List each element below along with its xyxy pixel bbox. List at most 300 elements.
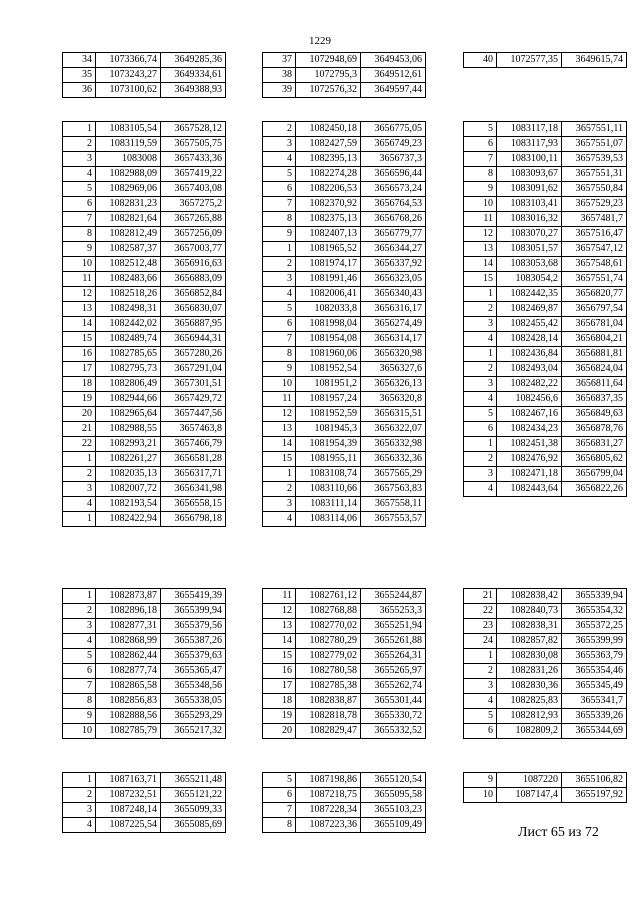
table-row [263, 679, 426, 694]
point-number-cell: 5 [63, 649, 96, 664]
x-coordinate-cell: 1082785,79 [96, 724, 161, 739]
x-coordinate-cell: 1082442,02 [96, 317, 161, 332]
x-coordinate-cell: 1082193,54 [96, 497, 161, 512]
y-coordinate-cell: 3655330,72 [361, 709, 426, 724]
point-number-cell: 21 [63, 422, 96, 437]
y-coordinate-cell: 3657551,07 [562, 137, 627, 152]
x-coordinate-cell: 1082877,31 [96, 619, 161, 634]
table-row [263, 803, 426, 818]
y-coordinate-cell: 3657551,31 [562, 167, 627, 182]
table-row [464, 287, 627, 302]
y-coordinate-cell: 3655121,22 [161, 788, 226, 803]
point-number-cell: 1 [63, 512, 96, 527]
point-number-cell: 23 [464, 619, 497, 634]
point-number-cell: 1 [63, 122, 96, 137]
table-row [464, 272, 627, 287]
table-row [63, 452, 226, 467]
y-coordinate-cell: 3657291,04 [161, 362, 226, 377]
y-coordinate-cell: 3656326,13 [361, 377, 426, 392]
point-number-cell: 3 [63, 482, 96, 497]
table-row [263, 137, 426, 152]
x-coordinate-cell: 1082768,88 [296, 604, 361, 619]
table-row [63, 362, 226, 377]
point-number-cell: 4 [63, 818, 96, 833]
point-number-cell: 40 [464, 53, 497, 68]
table-row [263, 512, 426, 527]
point-number-cell: 2 [263, 482, 296, 497]
point-number-cell: 16 [263, 664, 296, 679]
x-coordinate-cell: 1082482,22 [497, 377, 562, 392]
table-row [464, 197, 627, 212]
x-coordinate-cell: 1082274,28 [296, 167, 361, 182]
y-coordinate-cell: 3655103,23 [361, 803, 426, 818]
y-coordinate-cell: 3656764,53 [361, 197, 426, 212]
x-coordinate-cell: 1082856,83 [96, 694, 161, 709]
x-coordinate-cell: 1083091,62 [497, 182, 562, 197]
y-coordinate-cell: 3656781,04 [562, 317, 627, 332]
x-coordinate-cell: 1082467,16 [497, 407, 562, 422]
y-coordinate-cell: 3656798,18 [161, 512, 226, 527]
table-row [63, 589, 226, 604]
x-coordinate-cell: 1082821,64 [96, 212, 161, 227]
x-coordinate-cell: 1073243,27 [96, 68, 161, 83]
x-coordinate-cell: 1082838,31 [497, 619, 562, 634]
x-coordinate-cell: 1082375,13 [296, 212, 361, 227]
table-row [263, 694, 426, 709]
x-coordinate-cell: 1083103,41 [497, 197, 562, 212]
y-coordinate-cell: 3657003,77 [161, 242, 226, 257]
x-coordinate-cell: 1087147,4 [497, 788, 562, 803]
coordinate-table [62, 588, 226, 739]
x-coordinate-cell: 1072948,69 [296, 53, 361, 68]
y-coordinate-cell: 3655419,39 [161, 589, 226, 604]
y-coordinate-cell: 3655339,26 [562, 709, 627, 724]
y-coordinate-cell: 3655363,79 [562, 649, 627, 664]
point-number-cell: 4 [63, 634, 96, 649]
x-coordinate-cell: 1082840,73 [497, 604, 562, 619]
y-coordinate-cell: 3657466,79 [161, 437, 226, 452]
y-coordinate-cell: 3656852,84 [161, 287, 226, 302]
table-row [63, 272, 226, 287]
x-coordinate-cell: 1082206,53 [296, 182, 361, 197]
x-coordinate-cell: 1082428,14 [497, 332, 562, 347]
x-coordinate-cell: 1082587,37 [96, 242, 161, 257]
x-coordinate-cell: 1081955,11 [296, 452, 361, 467]
y-coordinate-cell: 3657529,23 [562, 197, 627, 212]
x-coordinate-cell: 1082831,26 [497, 664, 562, 679]
x-coordinate-cell: 1082969,06 [96, 182, 161, 197]
x-coordinate-cell: 1082006,41 [296, 287, 361, 302]
point-number-cell: 4 [464, 694, 497, 709]
point-number-cell: 3 [63, 619, 96, 634]
point-number-cell: 8 [263, 212, 296, 227]
y-coordinate-cell: 3657558,11 [361, 497, 426, 512]
point-number-cell: 7 [263, 197, 296, 212]
table-row [63, 664, 226, 679]
x-coordinate-cell: 1081991,46 [296, 272, 361, 287]
y-coordinate-cell: 3655253,3 [361, 604, 426, 619]
point-number-cell: 5 [464, 709, 497, 724]
table-row [263, 287, 426, 302]
y-coordinate-cell: 3656804,21 [562, 332, 627, 347]
point-number-cell: 1 [63, 589, 96, 604]
y-coordinate-cell: 3657563,83 [361, 482, 426, 497]
table-row [263, 392, 426, 407]
x-coordinate-cell: 1081945,3 [296, 422, 361, 437]
point-number-cell: 9 [63, 709, 96, 724]
y-coordinate-cell: 3656881,81 [562, 347, 627, 362]
point-number-cell: 13 [63, 302, 96, 317]
point-number-cell: 8 [464, 167, 497, 182]
x-coordinate-cell: 1083093,67 [497, 167, 562, 182]
point-number-cell: 15 [464, 272, 497, 287]
x-coordinate-cell: 1082035,13 [96, 467, 161, 482]
x-coordinate-cell: 1082456,6 [497, 392, 562, 407]
point-number-cell: 6 [263, 182, 296, 197]
x-coordinate-cell: 1083008 [96, 152, 161, 167]
point-number-cell: 9 [464, 773, 497, 788]
coordinate-table [262, 772, 426, 833]
y-coordinate-cell: 3656316,17 [361, 302, 426, 317]
y-coordinate-cell: 3649285,36 [161, 53, 226, 68]
y-coordinate-cell: 3655332,52 [361, 724, 426, 739]
x-coordinate-cell: 1082993,21 [96, 437, 161, 452]
x-coordinate-cell: 1082436,84 [497, 347, 562, 362]
x-coordinate-cell: 1082779,02 [296, 649, 361, 664]
x-coordinate-cell: 1082780,58 [296, 664, 361, 679]
table-row [63, 724, 226, 739]
table-row [63, 53, 226, 68]
table-row [263, 634, 426, 649]
table-row [464, 649, 627, 664]
y-coordinate-cell: 3657528,12 [161, 122, 226, 137]
table-row [263, 422, 426, 437]
point-number-cell: 35 [63, 68, 96, 83]
point-number-cell: 17 [63, 362, 96, 377]
x-coordinate-cell: 1087248,14 [96, 803, 161, 818]
sheet-label: Лист 65 из 72 [518, 825, 599, 840]
table-row [263, 317, 426, 332]
point-number-cell: 9 [464, 182, 497, 197]
point-number-cell: 3 [464, 317, 497, 332]
y-coordinate-cell: 3656775,05 [361, 122, 426, 137]
table-row [464, 619, 627, 634]
y-coordinate-cell: 3656327,6 [361, 362, 426, 377]
table-row [63, 242, 226, 257]
x-coordinate-cell: 1081952,59 [296, 407, 361, 422]
point-number-cell: 2 [464, 452, 497, 467]
point-number-cell: 22 [63, 437, 96, 452]
point-number-cell: 4 [464, 482, 497, 497]
table-row [63, 694, 226, 709]
table-row [263, 167, 426, 182]
x-coordinate-cell: 1082830,08 [497, 649, 562, 664]
y-coordinate-cell: 3656768,26 [361, 212, 426, 227]
y-coordinate-cell: 3656820,77 [562, 287, 627, 302]
point-number-cell: 10 [63, 257, 96, 272]
point-number-cell: 2 [63, 604, 96, 619]
y-coordinate-cell: 3655217,32 [161, 724, 226, 739]
y-coordinate-cell: 3655264,31 [361, 649, 426, 664]
point-number-cell: 10 [63, 724, 96, 739]
point-number-cell: 11 [464, 212, 497, 227]
x-coordinate-cell: 1081974,17 [296, 257, 361, 272]
point-number-cell: 15 [263, 649, 296, 664]
table-row [263, 467, 426, 482]
table-row [63, 137, 226, 152]
point-number-cell: 11 [63, 272, 96, 287]
x-coordinate-cell: 1082888,56 [96, 709, 161, 724]
table-row [464, 788, 627, 803]
table-row [464, 589, 627, 604]
x-coordinate-cell: 1082761,12 [296, 589, 361, 604]
point-number-cell: 5 [263, 773, 296, 788]
y-coordinate-cell: 3655365,47 [161, 664, 226, 679]
y-coordinate-cell: 3656596,44 [361, 167, 426, 182]
x-coordinate-cell: 1083114,06 [296, 512, 361, 527]
y-coordinate-cell: 3656332,98 [361, 437, 426, 452]
x-coordinate-cell: 1082498,31 [96, 302, 161, 317]
x-coordinate-cell: 1082965,64 [96, 407, 161, 422]
y-coordinate-cell: 3656749,23 [361, 137, 426, 152]
table-row [63, 679, 226, 694]
x-coordinate-cell: 1082944,66 [96, 392, 161, 407]
table-row [63, 287, 226, 302]
table-row [263, 83, 426, 98]
table-row [263, 724, 426, 739]
point-number-cell: 18 [63, 377, 96, 392]
point-number-cell: 1 [464, 437, 497, 452]
coordinate-table [463, 772, 627, 803]
x-coordinate-cell: 1083051,57 [497, 242, 562, 257]
table-row [63, 818, 226, 833]
x-coordinate-cell: 1087198,86 [296, 773, 361, 788]
point-number-cell: 34 [63, 53, 96, 68]
coordinate-table [463, 52, 627, 68]
y-coordinate-cell: 3657429,72 [161, 392, 226, 407]
table-row [63, 167, 226, 182]
y-coordinate-cell: 3655354,32 [562, 604, 627, 619]
point-number-cell: 13 [263, 619, 296, 634]
table-row [464, 437, 627, 452]
table-row [464, 407, 627, 422]
y-coordinate-cell: 3656322,07 [361, 422, 426, 437]
point-number-cell: 14 [263, 634, 296, 649]
y-coordinate-cell: 3656830,07 [161, 302, 226, 317]
y-coordinate-cell: 3655197,92 [562, 788, 627, 803]
x-coordinate-cell: 1087218,75 [296, 788, 361, 803]
x-coordinate-cell: 1082785,65 [96, 347, 161, 362]
x-coordinate-cell: 1081954,08 [296, 332, 361, 347]
table-row [263, 362, 426, 377]
point-number-cell: 20 [63, 407, 96, 422]
x-coordinate-cell: 1082988,09 [96, 167, 161, 182]
x-coordinate-cell: 1083054,2 [497, 272, 562, 287]
x-coordinate-cell: 1083070,27 [497, 227, 562, 242]
x-coordinate-cell: 1087232,51 [96, 788, 161, 803]
x-coordinate-cell: 1082829,47 [296, 724, 361, 739]
table-row [63, 68, 226, 83]
y-coordinate-cell: 3657433,36 [161, 152, 226, 167]
table-row [464, 377, 627, 392]
point-number-cell: 6 [464, 137, 497, 152]
table-row [464, 167, 627, 182]
y-coordinate-cell: 3656337,92 [361, 257, 426, 272]
x-coordinate-cell: 1082033,8 [296, 302, 361, 317]
y-coordinate-cell: 3657547,12 [562, 242, 627, 257]
table-row [63, 347, 226, 362]
x-coordinate-cell: 1082518,26 [96, 287, 161, 302]
table-row [63, 182, 226, 197]
x-coordinate-cell: 1082370,92 [296, 197, 361, 212]
table-row [63, 302, 226, 317]
table-row [464, 212, 627, 227]
y-coordinate-cell: 3656837,35 [562, 392, 627, 407]
x-coordinate-cell: 1083111,14 [296, 497, 361, 512]
x-coordinate-cell: 1083100,11 [497, 152, 562, 167]
y-coordinate-cell: 3656573,24 [361, 182, 426, 197]
x-coordinate-cell: 1081965,52 [296, 242, 361, 257]
point-number-cell: 19 [263, 709, 296, 724]
x-coordinate-cell: 1082512,48 [96, 257, 161, 272]
point-number-cell: 9 [63, 242, 96, 257]
table-row [464, 182, 627, 197]
table-row [263, 407, 426, 422]
point-number-cell: 9 [263, 362, 296, 377]
y-coordinate-cell: 3655338,05 [161, 694, 226, 709]
y-coordinate-cell: 3655354,46 [562, 664, 627, 679]
table-row [464, 773, 627, 788]
y-coordinate-cell: 3655339,94 [562, 589, 627, 604]
point-number-cell: 2 [464, 302, 497, 317]
y-coordinate-cell: 3655399,99 [562, 634, 627, 649]
x-coordinate-cell: 1082988,55 [96, 422, 161, 437]
table-row [464, 317, 627, 332]
y-coordinate-cell: 3656779,77 [361, 227, 426, 242]
point-number-cell: 3 [263, 497, 296, 512]
table-row [263, 773, 426, 788]
x-coordinate-cell: 1082451,38 [497, 437, 562, 452]
point-number-cell: 4 [263, 152, 296, 167]
point-number-cell: 10 [464, 197, 497, 212]
y-coordinate-cell: 3655261,88 [361, 634, 426, 649]
table-row [263, 452, 426, 467]
point-number-cell: 11 [263, 392, 296, 407]
x-coordinate-cell: 1082868,99 [96, 634, 161, 649]
table-row [63, 407, 226, 422]
table-row [464, 452, 627, 467]
point-number-cell: 3 [464, 467, 497, 482]
x-coordinate-cell: 1082455,42 [497, 317, 562, 332]
x-coordinate-cell: 1082395,13 [296, 152, 361, 167]
table-row [263, 347, 426, 362]
y-coordinate-cell: 3656323,05 [361, 272, 426, 287]
coordinate-table [262, 52, 426, 98]
point-number-cell: 3 [263, 272, 296, 287]
point-number-cell: 2 [63, 467, 96, 482]
y-coordinate-cell: 3657275,2 [161, 197, 226, 212]
x-coordinate-cell: 1082873,87 [96, 589, 161, 604]
x-coordinate-cell: 1082434,23 [497, 422, 562, 437]
table-row [263, 302, 426, 317]
y-coordinate-cell: 3657419,22 [161, 167, 226, 182]
y-coordinate-cell: 3655344,69 [562, 724, 627, 739]
x-coordinate-cell: 1082785,38 [296, 679, 361, 694]
x-coordinate-cell: 1082469,87 [497, 302, 562, 317]
y-coordinate-cell: 3656849,63 [562, 407, 627, 422]
x-coordinate-cell: 1083117,18 [497, 122, 562, 137]
point-number-cell: 1 [63, 452, 96, 467]
table-row [464, 694, 627, 709]
x-coordinate-cell: 1082838,42 [497, 589, 562, 604]
table-row [263, 257, 426, 272]
y-coordinate-cell: 3656797,54 [562, 302, 627, 317]
table-row [263, 122, 426, 137]
table-row [464, 709, 627, 724]
x-coordinate-cell: 1082483,66 [96, 272, 161, 287]
table-row [263, 212, 426, 227]
table-row [263, 619, 426, 634]
table-row [464, 332, 627, 347]
x-coordinate-cell: 1082770,02 [296, 619, 361, 634]
table-row [63, 437, 226, 452]
y-coordinate-cell: 3655211,48 [161, 773, 226, 788]
x-coordinate-cell: 1082442,35 [497, 287, 562, 302]
table-row [263, 272, 426, 287]
y-coordinate-cell: 3657481,7 [562, 212, 627, 227]
point-number-cell: 2 [263, 257, 296, 272]
point-number-cell: 6 [464, 422, 497, 437]
x-coordinate-cell: 1082809,2 [497, 724, 562, 739]
y-coordinate-cell: 3655099,33 [161, 803, 226, 818]
point-number-cell: 13 [464, 242, 497, 257]
point-number-cell: 9 [263, 227, 296, 242]
x-coordinate-cell: 1083105,54 [96, 122, 161, 137]
x-coordinate-cell: 1087163,71 [96, 773, 161, 788]
x-coordinate-cell: 1083108,74 [296, 467, 361, 482]
y-coordinate-cell: 3657516,47 [562, 227, 627, 242]
table-row [464, 467, 627, 482]
y-coordinate-cell: 3655341,7 [562, 694, 627, 709]
table-row [63, 392, 226, 407]
x-coordinate-cell: 1082471,18 [497, 467, 562, 482]
y-coordinate-cell: 3657505,75 [161, 137, 226, 152]
table-row [63, 227, 226, 242]
x-coordinate-cell: 1083119,59 [96, 137, 161, 152]
x-coordinate-cell: 1073100,62 [96, 83, 161, 98]
y-coordinate-cell: 3656274,49 [361, 317, 426, 332]
point-number-cell: 6 [263, 317, 296, 332]
x-coordinate-cell: 1083117,93 [497, 137, 562, 152]
y-coordinate-cell: 3656916,63 [161, 257, 226, 272]
y-coordinate-cell: 3656558,15 [161, 497, 226, 512]
table-row [63, 788, 226, 803]
y-coordinate-cell: 3656822,26 [562, 482, 627, 497]
table-row [63, 482, 226, 497]
x-coordinate-cell: 1082493,04 [497, 362, 562, 377]
y-coordinate-cell: 3657551,11 [562, 122, 627, 137]
y-coordinate-cell: 3656805,62 [562, 452, 627, 467]
y-coordinate-cell: 3657548,61 [562, 257, 627, 272]
point-number-cell: 4 [63, 167, 96, 182]
x-coordinate-cell: 1073366,74 [96, 53, 161, 68]
table-row [63, 257, 226, 272]
point-number-cell: 37 [263, 53, 296, 68]
table-row [63, 467, 226, 482]
point-number-cell: 2 [464, 362, 497, 377]
y-coordinate-cell: 3656883,09 [161, 272, 226, 287]
point-number-cell: 2 [63, 137, 96, 152]
